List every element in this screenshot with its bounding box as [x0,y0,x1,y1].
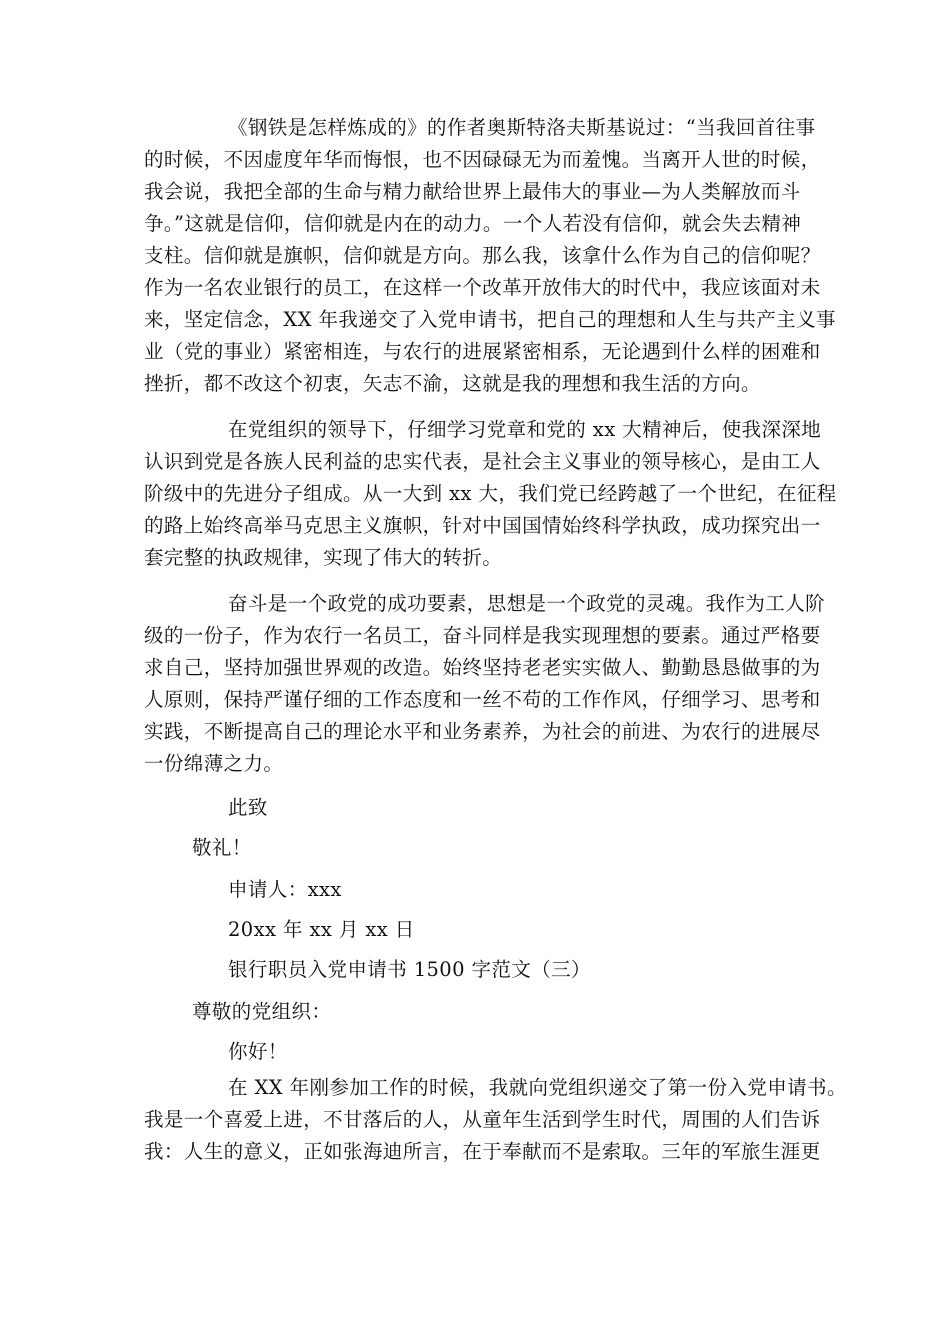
salutation: 尊敬的党组织： [192,1000,332,1023]
text-line: 《钢铁是怎样炼成的》的作者奥斯特洛夫斯基说过：“当我回首往事 [228,116,816,139]
paragraph-struggle [144,588,826,780]
paragraph-party-study [144,414,837,574]
text-line: 认识到党是各族人民利益的忠实代表，是社会主义事业的领导核心，是由工人 [144,450,821,473]
text-line: 支柱。信仰就是旗帜，信仰就是方向。那么我，该拿什么作为自己的信仰呢？ [144,244,821,267]
date-line: 20xx 年 xx 月 xx 日 [228,918,415,941]
text-line: 在党组织的领导下，仔细学习党章和党的 xx 大精神后，使我深深地 [228,418,822,441]
text-line: 实践，不断提高自己的理论水平和业务素养，为社会的前进、为农行的进展尽 [144,720,821,743]
text-line: 我：人生的意义，正如张海迪所言，在于奉献而不是索取。三年的军旅生涯更 [144,1140,821,1163]
text-line: 争。”这就是信仰，信仰就是内在的动力。一个人若没有信仰，就会失去精神 [144,212,802,235]
text-line: 作为一名农业银行的员工，在这样一个改革开放伟大的时代中，我应该面对未 [144,276,821,299]
text-line: 求自己，坚持加强世界观的改造。始终坚持老老实实做人、勤勤恳恳做事的为 [144,656,821,679]
text-line: 人原则，保持严谨仔细的工作态度和一丝不苟的工作作风，仔细学习、思考和 [144,688,821,711]
text-line: 阶级中的先进分子组成。从一大到 xx 大，我们党已经跨越了一个世纪，在征程 [144,482,837,505]
paragraph-faith [144,112,836,400]
paragraph-joined-work [144,1072,847,1168]
text-line: 我会说，我把全部的生命与精力献给世界上最伟大的事业—为人类解放而斗 [144,180,801,203]
text-line: 的路上始终高举马克思主义旗帜，针对中国国情始终科学执政，成功探究出一 [144,514,821,537]
text-line: 一份绵薄之力。 [144,752,284,775]
salute-text: 敬礼！ [192,836,252,859]
section-title: 银行职员入党申请书 1500 字范文（三） [228,958,591,981]
text-line: 级的一份子，作为农行一名员工，奋斗同样是我实现理想的要素。通过严格要 [144,624,821,647]
text-line: 挫折，都不改这个初衷，矢志不渝，这就是我的理想和我生活的方向。 [144,372,761,395]
text-line: 在 XX 年刚参加工作的时候，我就向党组织递交了第一份入党申请书。 [228,1076,847,1099]
text-line: 来，坚定信念，XX 年我递交了入党申请书，把自己的理想和人生与共产主义事 [144,308,836,331]
text-line: 奋斗是一个政党的成功要素，思想是一个政党的灵魂。我作为工人阶 [228,592,826,615]
applicant-signature: 申请人：xxx [228,878,342,901]
text-line: 业（党的事业）紧密相连，与农行的进展紧密相系，无论遇到什么样的困难和 [144,340,821,363]
text-line: 套完整的执政规律，实现了伟大的转折。 [144,546,503,569]
text-line: 的时候，不因虚度年华而悔恨，也不因碌碌无为而羞愧。当离开人世的时候， [144,148,821,171]
closing-text: 此致 [228,796,268,819]
text-line: 我是一个喜爱上进，不甘落后的人，从童年生活到学生时代，周围的人们告诉 [144,1108,821,1131]
greeting: 你好！ [228,1040,288,1063]
